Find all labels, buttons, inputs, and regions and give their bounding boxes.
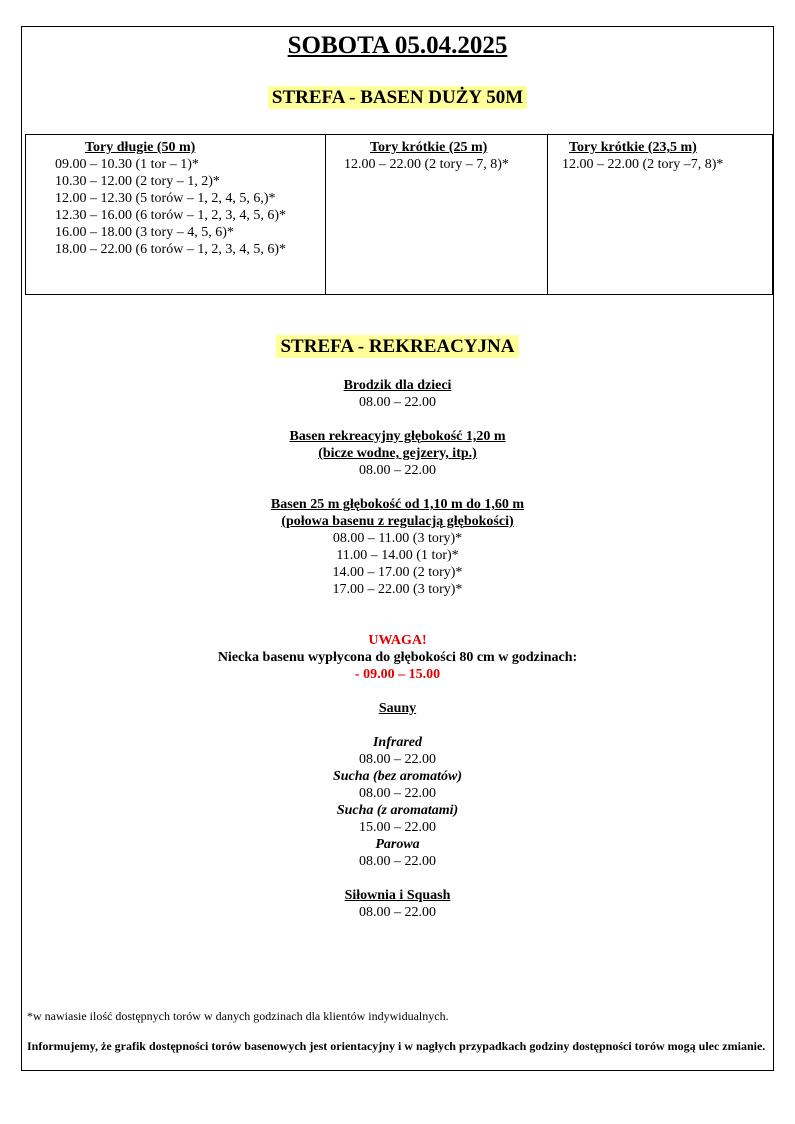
brodzik-hours: 08.00 – 22.00 (359, 395, 436, 410)
lane-line: 16.00 – 18.00 (3 tory – 4, 5, 6)* (55, 225, 234, 240)
sauna-name: Sucha (z aromatami) (336, 803, 459, 818)
lane-line: 09.00 – 10.30 (1 tor – 1)* (55, 157, 199, 172)
lane-line: 12.00 – 22.00 (2 tory – 7, 8)* (344, 157, 509, 172)
rekreacyjny-subheading: (bicze wodne, gejzery, itp.) (318, 446, 477, 461)
uwaga-text: Niecka basenu wypłycona do głębokości 80 cm w godzinach: (217, 650, 578, 665)
sauny-heading: Sauny (378, 701, 417, 716)
lane-line: 18.00 – 22.00 (6 torów – 1, 2, 3, 4, 5, 6)* (55, 242, 286, 257)
lanes-table (25, 134, 773, 295)
sauna-name: Sucha (bez aromatów) (332, 769, 463, 784)
lanes-col-short-25 (326, 135, 548, 295)
sauna-hours: 15.00 – 22.00 (359, 820, 436, 835)
silownia-hours: 08.00 – 22.00 (359, 905, 436, 920)
sauna-name: Infrared (372, 735, 422, 750)
basen25-subheading: (połowa basenu z regulacją głębokości) (281, 514, 514, 529)
silownia-heading: Siłownia i Squash (344, 888, 451, 903)
zone-heading-basen-duzy (22, 87, 773, 109)
sauna-name: Parowa (375, 837, 420, 852)
basen25-line: 08.00 – 11.00 (3 tory)* (332, 531, 463, 546)
lanes-col-long (26, 135, 326, 295)
sauna-hours: 08.00 – 22.00 (359, 786, 436, 801)
brodzik-heading: Brodzik dla dzieci (343, 378, 452, 393)
basen25-heading: Basen 25 m głębokość od 1,10 m do 1,60 m (270, 497, 525, 512)
page-title: SOBOTA 05.04.2025 (287, 32, 508, 59)
lanes-col-long-heading: Tory długie (50 m) (85, 140, 196, 155)
footnote: *w nawiasie ilość dostępnych torów w danych godzinach dla klientów indywidualnych. (27, 1009, 449, 1023)
basen25-line: 14.00 – 17.00 (2 tory)* (332, 565, 463, 580)
basen25-line: 17.00 – 22.00 (3 tory)* (332, 582, 463, 597)
uwaga-label: UWAGA! (368, 633, 427, 648)
info-notice: Informujemy, że grafik dostępności torów basenowych jest orientacyjny i w nagłych przypadkach godziny dostępności torów mogą ulec zmianie. (27, 1039, 766, 1053)
zone-heading-basen-duzy-label: STREFA - BASEN DUŻY 50M (268, 86, 527, 109)
page-frame (21, 26, 774, 1071)
lanes-col-short-25-heading: Tory krótkie (25 m) (370, 140, 488, 155)
basen25-line: 11.00 – 14.00 (1 tor)* (336, 548, 459, 563)
lanes-col-short-235-heading: Tory krótkie (23,5 m) (569, 140, 697, 155)
sauna-hours: 08.00 – 22.00 (359, 752, 436, 767)
lane-line: 12.00 – 22.00 (2 tory –7, 8)* (562, 157, 724, 172)
uwaga-hours: - 09.00 – 15.00 (354, 667, 441, 682)
sauna-hours: 08.00 – 22.00 (359, 854, 436, 869)
rekreacyjny-heading: Basen rekreacyjny głębokość 1,20 m (289, 429, 506, 444)
lane-line: 12.00 – 12.30 (5 torów – 1, 2, 4, 5, 6,)* (55, 191, 276, 206)
zone-heading-rekreacyjna (22, 336, 773, 358)
lane-line: 10.30 – 12.00 (2 tory – 1, 2)* (55, 174, 220, 189)
recreation-section (22, 377, 773, 921)
rekreacyjny-hours: 08.00 – 22.00 (359, 463, 436, 478)
lane-line: 12.30 – 16.00 (6 torów – 1, 2, 3, 4, 5, 6)* (55, 208, 286, 223)
zone-heading-rekreacyjna-label: STREFA - REKREACYJNA (276, 335, 518, 358)
lanes-col-short-235 (548, 135, 773, 295)
